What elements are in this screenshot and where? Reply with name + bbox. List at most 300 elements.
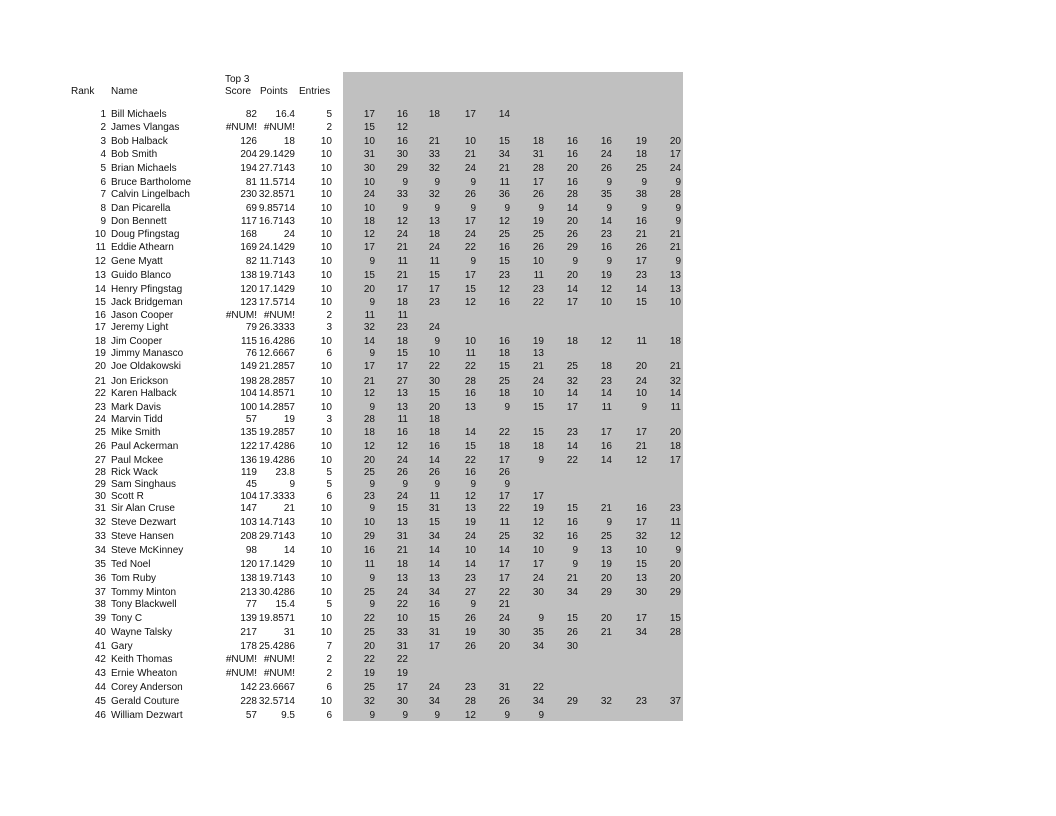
score-cell: 9 [504, 710, 510, 721]
entries-cell: 10 [320, 256, 332, 267]
score-cell: 12 [464, 710, 476, 721]
score-cell: 11 [636, 336, 647, 347]
score-cell: 9 [369, 256, 375, 267]
table-row [0, 573, 700, 585]
score-cell: 21 [396, 545, 408, 556]
entries-cell: 10 [320, 336, 332, 347]
score-cell: 9 [572, 559, 578, 570]
rank-cell: 35 [94, 559, 106, 570]
score-cell: 25 [600, 531, 612, 542]
table-row [0, 517, 700, 529]
table-row [0, 613, 700, 625]
entries-cell: 6 [326, 348, 332, 359]
score-cell: 17 [532, 491, 544, 502]
score-cell: 23 [532, 284, 544, 295]
rank-cell: 16 [94, 310, 106, 321]
score-cell: 31 [532, 149, 544, 160]
top3-score-cell: 194 [240, 163, 257, 174]
score-cell: 30 [363, 163, 375, 174]
entries-header: Entries [299, 86, 331, 97]
name-cell: Paul Mckee [111, 455, 164, 466]
score-cell: 34 [428, 696, 440, 707]
table-row [0, 491, 700, 503]
top3-score-cell: #NUM! [225, 310, 257, 321]
score-cell: 19 [532, 503, 544, 514]
table-row [0, 455, 700, 467]
entries-cell: 10 [320, 427, 332, 438]
score-cell: 9 [402, 177, 408, 188]
score-cell: 24 [428, 682, 440, 693]
name-cell: Gary [111, 641, 133, 652]
top3-score-cell: 57 [245, 414, 257, 425]
score-cell: 18 [498, 441, 510, 452]
score-cell: 9 [538, 613, 544, 624]
rank-cell: 32 [94, 517, 106, 528]
score-cell: 10 [464, 545, 476, 556]
score-cell: 24 [669, 163, 681, 174]
score-cell: 26 [498, 696, 510, 707]
score-cell: 34 [428, 531, 440, 542]
score-cell: 21 [532, 361, 544, 372]
top3-score-cell: 69 [245, 203, 257, 214]
score-cell: 38 [635, 189, 647, 200]
score-cell: 11 [670, 402, 681, 413]
score-cell: 24 [464, 531, 476, 542]
score-cell: 22 [498, 503, 510, 514]
score-cell: 20 [669, 573, 681, 584]
rank-cell: 12 [94, 256, 106, 267]
rank-cell: 44 [94, 682, 106, 693]
score-cell: 23 [635, 696, 647, 707]
score-cell: 9 [606, 177, 612, 188]
score-cell: 15 [396, 348, 408, 359]
rank-cell: 20 [94, 361, 106, 372]
score-cell: 20 [566, 163, 578, 174]
entries-cell: 6 [326, 491, 332, 502]
score-cell: 30 [532, 587, 544, 598]
score-cell: 25 [363, 682, 375, 693]
points-cell: 17.1429 [258, 559, 295, 570]
entries-cell: 10 [320, 270, 332, 281]
score-cell: 15 [428, 613, 440, 624]
score-cell: 16 [498, 242, 510, 253]
top3-score-cell: 198 [240, 376, 257, 387]
score-cell: 16 [600, 242, 612, 253]
score-cell: 28 [566, 189, 578, 200]
score-cell: 20 [669, 427, 681, 438]
entries-cell: 10 [320, 587, 332, 598]
score-cell: 32 [532, 531, 544, 542]
score-cell: 19 [635, 136, 647, 147]
rank-cell: 29 [94, 479, 106, 490]
score-cell: 16 [498, 336, 510, 347]
entries-cell: 10 [320, 189, 332, 200]
rank-cell: 41 [94, 641, 106, 652]
score-cell: 9 [470, 599, 476, 610]
name-cell: William Dezwart [111, 710, 183, 721]
points-cell: 11.5714 [259, 177, 295, 188]
score-cell: 11 [429, 491, 440, 502]
name-cell: Bob Halback [111, 136, 168, 147]
score-cell: 13 [532, 348, 544, 359]
score-cell: 9 [641, 203, 647, 214]
score-cell: 34 [498, 149, 510, 160]
points-cell: 9.5 [281, 710, 295, 721]
score-cell: 17 [363, 361, 375, 372]
name-cell: Rick Wack [111, 467, 158, 478]
score-cell: 21 [464, 149, 476, 160]
rank-cell: 24 [94, 414, 106, 425]
score-cell: 20 [566, 270, 578, 281]
top3-score-cell: 82 [245, 109, 257, 120]
name-cell: Tom Ruby [111, 573, 157, 584]
score-cell: 16 [396, 427, 408, 438]
score-cell: 17 [635, 256, 647, 267]
score-cell: 17 [498, 573, 510, 584]
points-cell: 21.2857 [258, 361, 295, 372]
top3-score-cell: 98 [245, 545, 257, 556]
table-row [0, 256, 700, 268]
score-cell: 22 [566, 455, 578, 466]
score-cell: 26 [566, 229, 578, 240]
top3-header-line2: Score [225, 86, 252, 97]
score-cell: 16 [566, 517, 578, 528]
score-cell: 22 [498, 427, 510, 438]
rank-cell: 21 [94, 376, 106, 387]
score-cell: 24 [428, 242, 440, 253]
top3-score-cell: 100 [240, 402, 257, 413]
points-cell: 32.5714 [258, 696, 295, 707]
name-cell: Bob Smith [111, 149, 158, 160]
score-cell: 23 [669, 503, 681, 514]
table-row [0, 668, 700, 680]
score-cell: 21 [428, 136, 440, 147]
score-cell: 14 [600, 455, 612, 466]
score-cell: 15 [532, 427, 544, 438]
score-cell: 21 [635, 441, 647, 452]
score-cell: 16 [428, 599, 440, 610]
score-cell: 17 [600, 427, 612, 438]
score-cell: 21 [635, 229, 647, 240]
score-cell: 9 [538, 710, 544, 721]
score-cell: 17 [428, 641, 440, 652]
score-cell: 20 [600, 613, 612, 624]
score-cell: 22 [464, 361, 476, 372]
score-cell: 23 [363, 491, 375, 502]
score-cell: 24 [464, 163, 476, 174]
points-cell: 19.8571 [258, 613, 295, 624]
name-cell: Henry Pfingstag [111, 284, 183, 295]
score-cell: 22 [532, 297, 544, 308]
score-cell: 9 [470, 177, 476, 188]
score-cell: 9 [369, 402, 375, 413]
score-cell: 11 [429, 256, 440, 267]
points-cell: 29.1429 [258, 149, 295, 160]
score-cell: 19 [396, 668, 408, 679]
score-cell: 32 [566, 376, 578, 387]
score-cell: 26 [464, 189, 476, 200]
score-cell: 10 [363, 136, 375, 147]
points-cell: 23.8 [275, 467, 295, 478]
rank-cell: 37 [94, 587, 106, 598]
score-cell: 12 [396, 216, 408, 227]
score-cell: 10 [635, 388, 647, 399]
score-cell: 13 [396, 402, 408, 413]
score-cell: 26 [566, 627, 578, 638]
name-cell: Ernie Wheaton [111, 668, 178, 679]
score-cell: 32 [669, 376, 681, 387]
name-cell: Eddie Athearn [111, 242, 174, 253]
rank-cell: 7 [100, 189, 106, 200]
top3-score-cell: 136 [240, 455, 257, 466]
score-cell: 12 [635, 455, 647, 466]
score-cell: 9 [504, 402, 510, 413]
entries-cell: 6 [326, 682, 332, 693]
entries-cell: 10 [320, 441, 332, 452]
rank-cell: 43 [94, 668, 106, 679]
score-cell: 13 [428, 216, 440, 227]
entries-cell: 10 [320, 559, 332, 570]
score-cell: 14 [566, 203, 578, 214]
score-cell: 18 [600, 361, 612, 372]
name-cell: Marvin Tidd [111, 414, 163, 425]
name-cell: Gene Myatt [111, 256, 163, 267]
score-cell: 14 [428, 545, 440, 556]
entries-cell: 10 [320, 388, 332, 399]
rank-cell: 30 [94, 491, 106, 502]
points-cell: #NUM! [263, 654, 295, 665]
score-cell: 28 [464, 376, 476, 387]
score-cell: 20 [669, 559, 681, 570]
table-row [0, 414, 700, 426]
points-cell: #NUM! [263, 668, 295, 679]
score-cell: 16 [600, 136, 612, 147]
top3-score-cell: 217 [240, 627, 257, 638]
entries-cell: 10 [320, 297, 332, 308]
score-cell: 17 [669, 149, 681, 160]
points-cell: 15.4 [275, 599, 295, 610]
rank-cell: 28 [94, 467, 106, 478]
score-cell: 14 [566, 284, 578, 295]
score-cell: 11 [364, 559, 375, 570]
score-cell: 31 [428, 627, 440, 638]
score-cell: 23 [464, 682, 476, 693]
entries-cell: 2 [326, 310, 332, 321]
score-cell: 31 [396, 531, 408, 542]
entries-cell: 10 [320, 376, 332, 387]
table-row [0, 310, 700, 322]
score-cell: 12 [600, 284, 612, 295]
name-cell: Ted Noel [111, 559, 151, 570]
entries-cell: 10 [320, 136, 332, 147]
score-cell: 17 [532, 559, 544, 570]
score-cell: 22 [464, 242, 476, 253]
rank-cell: 1 [100, 109, 106, 120]
name-cell: Tony Blackwell [111, 599, 177, 610]
table-row [0, 427, 700, 439]
score-cell: 14 [498, 545, 510, 556]
score-cell: 15 [428, 388, 440, 399]
score-cell: 14 [669, 388, 681, 399]
score-cell: 25 [363, 467, 375, 478]
score-cell: 17 [532, 177, 544, 188]
entries-cell: 5 [326, 109, 332, 120]
rank-cell: 46 [94, 710, 106, 721]
name-cell: Tony C [111, 613, 143, 624]
table-row [0, 696, 700, 708]
points-cell: 11.7143 [259, 256, 295, 267]
score-cell: 11 [499, 517, 510, 528]
score-cell: 12 [396, 441, 408, 452]
points-cell: 14.8571 [258, 388, 295, 399]
rank-cell: 39 [94, 613, 106, 624]
top3-score-cell: 139 [240, 613, 257, 624]
score-cell: 29 [669, 587, 681, 598]
score-cell: 10 [635, 545, 647, 556]
score-cell: 24 [363, 189, 375, 200]
score-cell: 21 [669, 229, 681, 240]
name-cell: Mike Smith [111, 427, 161, 438]
score-cell: 19 [532, 336, 544, 347]
points-cell: 12.6667 [258, 348, 295, 359]
top3-score-cell: #NUM! [225, 654, 257, 665]
score-cell: 32 [600, 696, 612, 707]
top3-score-cell: 82 [245, 256, 257, 267]
score-cell: 32 [635, 531, 647, 542]
name-cell: Brian Michaels [111, 163, 177, 174]
score-cell: 9 [402, 710, 408, 721]
points-cell: 17.4286 [258, 441, 295, 452]
table-row [0, 203, 700, 215]
name-cell: Sam Singhaus [111, 479, 177, 490]
score-cell: 17 [669, 455, 681, 466]
score-cell: 18 [669, 441, 681, 452]
score-cell: 32 [428, 163, 440, 174]
score-cell: 37 [669, 696, 681, 707]
table-row [0, 376, 700, 388]
name-cell: Bill Michaels [111, 109, 167, 120]
score-cell: 16 [396, 109, 408, 120]
score-cell: 10 [428, 348, 440, 359]
score-cell: 18 [396, 336, 408, 347]
top3-score-cell: 178 [240, 641, 257, 652]
entries-cell: 3 [326, 414, 332, 425]
table-row [0, 336, 700, 348]
score-cell: 22 [396, 599, 408, 610]
rank-cell: 45 [94, 696, 106, 707]
score-cell: 34 [532, 641, 544, 652]
score-cell: 10 [363, 177, 375, 188]
score-cell: 18 [669, 336, 681, 347]
rank-cell: 15 [94, 297, 106, 308]
score-cell: 9 [606, 203, 612, 214]
score-cell: 24 [428, 322, 440, 333]
score-cell: 11 [670, 517, 681, 528]
score-cell: 9 [369, 348, 375, 359]
entries-cell: 10 [320, 163, 332, 174]
score-cell: 9 [675, 177, 681, 188]
score-cell: 14 [566, 388, 578, 399]
score-cell: 26 [532, 189, 544, 200]
score-cell: 19 [464, 627, 476, 638]
top3-score-cell: 123 [240, 297, 257, 308]
score-cell: 9 [538, 203, 544, 214]
score-cell: 17 [566, 402, 578, 413]
top3-score-cell: 103 [240, 517, 257, 528]
score-cell: 21 [669, 242, 681, 253]
name-cell: Dan Picarella [111, 203, 171, 214]
score-cell: 15 [363, 270, 375, 281]
score-cell: 14 [464, 559, 476, 570]
name-cell: Paul Ackerman [111, 441, 179, 452]
score-cell: 9 [675, 256, 681, 267]
top3-score-cell: 230 [240, 189, 257, 200]
score-cell: 23 [428, 297, 440, 308]
table-row [0, 587, 700, 599]
score-cell: 10 [396, 613, 408, 624]
table-row [0, 559, 700, 571]
score-cell: 29 [566, 242, 578, 253]
score-cell: 18 [428, 427, 440, 438]
score-cell: 27 [396, 376, 408, 387]
score-cell: 26 [532, 242, 544, 253]
table-row [0, 441, 700, 453]
score-cell: 21 [396, 242, 408, 253]
points-cell: 26.3333 [258, 322, 295, 333]
score-cell: 18 [532, 136, 544, 147]
score-cell: 19 [600, 270, 612, 281]
rank-cell: 14 [94, 284, 106, 295]
score-cell: 28 [669, 189, 681, 200]
entries-cell: 10 [320, 627, 332, 638]
score-cell: 23 [464, 573, 476, 584]
score-cell: 20 [363, 641, 375, 652]
name-cell: Bruce Bartholome [111, 177, 192, 188]
score-cell: 25 [363, 587, 375, 598]
name-cell: Jason Cooper [111, 310, 174, 321]
rank-cell: 6 [100, 177, 106, 188]
score-cell: 22 [363, 654, 375, 665]
entries-cell: 2 [326, 654, 332, 665]
score-cell: 12 [363, 441, 375, 452]
score-cell: 12 [498, 284, 510, 295]
entries-cell: 10 [320, 613, 332, 624]
score-cell: 17 [396, 682, 408, 693]
score-cell: 9 [369, 573, 375, 584]
table-row [0, 682, 700, 694]
score-cell: 9 [641, 177, 647, 188]
name-cell: Steve McKinney [111, 545, 184, 556]
score-cell: 21 [669, 361, 681, 372]
score-cell: 29 [566, 696, 578, 707]
rank-cell: 27 [94, 455, 106, 466]
name-cell: Jack Bridgeman [111, 297, 183, 308]
top3-score-cell: #NUM! [225, 668, 257, 679]
score-cell: 16 [635, 503, 647, 514]
score-cell: 30 [396, 149, 408, 160]
points-cell: 14.2857 [258, 402, 295, 413]
score-cell: 14 [498, 109, 510, 120]
score-cell: 19 [532, 216, 544, 227]
score-cell: 26 [428, 467, 440, 478]
score-cell: 29 [600, 587, 612, 598]
name-cell: Jim Cooper [111, 336, 163, 347]
score-cell: 9 [434, 710, 440, 721]
score-cell: 19 [464, 517, 476, 528]
score-cell: 16 [566, 531, 578, 542]
score-cell: 15 [532, 402, 544, 413]
points-cell: 9.85714 [258, 203, 295, 214]
